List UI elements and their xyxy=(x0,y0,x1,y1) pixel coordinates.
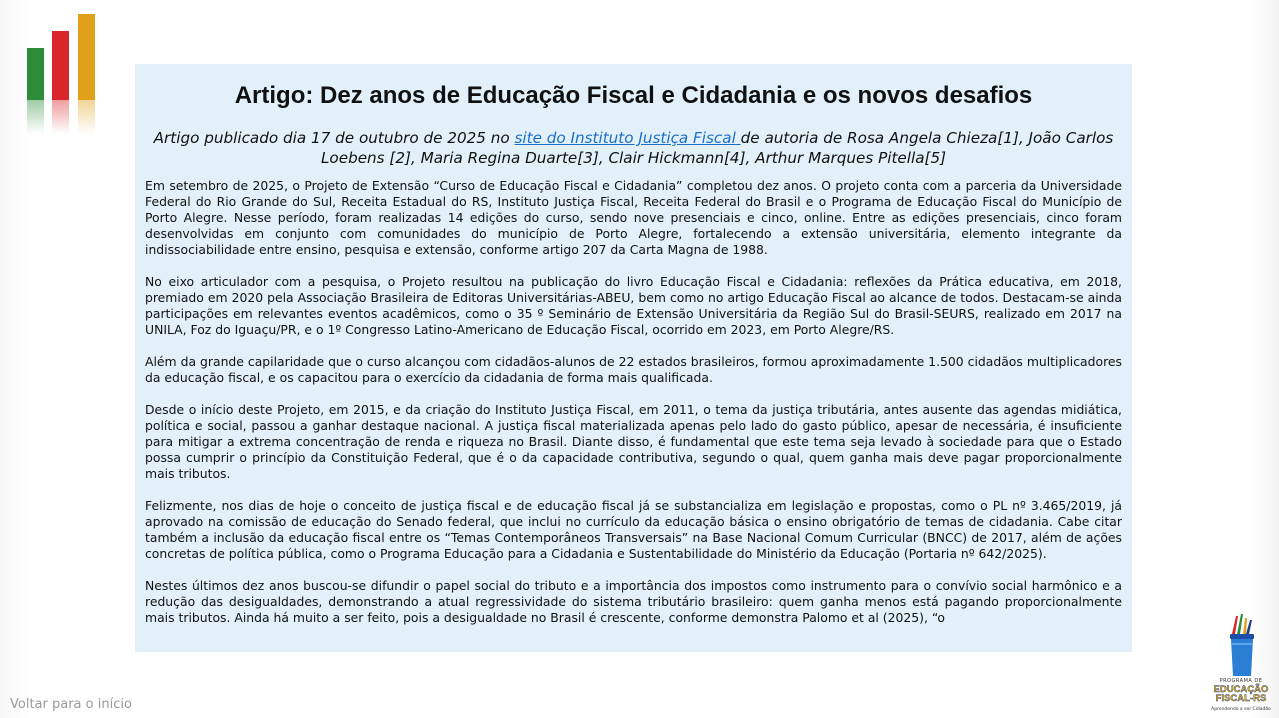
green-bar xyxy=(27,48,44,100)
article-paragraph: Em setembro de 2025, o Projeto de Extensão “Curso de Educação Fiscal e Cidadania” completou dez anos. O projeto conta com a parceria da Universidade Federal do Rio Grande do Sul, Receita Estadual do RS, Instituto Justiça Fiscal, Receita Federal do Brasil e o Programa de Educação Fiscal do Município de Porto Alegre. Nesse período, foram realizadas 14 edições do curso, sendo nove presenciais e cinco, online. Entre as edições presenciais, cinco foram desenvolvidas em conjunto com comunidades do município de Porto Alegre, fortalecendo a extensão universitária, elemento integrante da indissociabilidade entre ensino, pesquisa e extensão, conforme artigo 207 da Carta Magna de 1988. xyxy=(145,178,1122,257)
logo-program-label: PROGRAMA DE xyxy=(1219,678,1263,684)
decorative-bar-chart-logo xyxy=(26,10,98,135)
gold-bar xyxy=(78,14,95,100)
back-to-home-link[interactable]: Voltar para o início xyxy=(10,697,132,712)
byline-intro: Artigo publicado dia 17 de outubro de 2025 no xyxy=(153,129,515,147)
pencil-cup-icon xyxy=(1208,614,1274,678)
article-title: Artigo: Dez anos de Educação Fiscal e Cidadania e os novos desafios xyxy=(234,82,1033,109)
article-paragraph: No eixo articulador com a pesquisa, o Projeto resultou na publicação do livro Educação Fiscal e Cidadania: reflexões da Prática educativa, em 2018, premiado em 2020 pela Associação Brasileira de Editoras Universitárias-ABEU, bem como no artigo Educação Fiscal ao alcance de todos. Destacam-se ainda participações em relevantes eventos acadêmicos, como o 35 º Seminário de Extensão Universitária da Região Sul do Brasil-SEURS, realizado em 2017 na UNILA, Foz do Iguaçu/PR, e o 1º Congresso Latino-Americano de Educação Fiscal, ocorrido em 2023, em Porto Alegre/RS. xyxy=(145,274,1122,337)
logo-wordmark xyxy=(1208,685,1274,703)
logo-wordmark-line2: FISCAL-RS xyxy=(1215,693,1267,704)
red-bar-reflection xyxy=(52,100,69,134)
educacao-fiscal-rs-logo xyxy=(1208,614,1274,716)
gold-bar-reflection xyxy=(78,100,95,134)
logo-wordmark-line1: EDUCAÇÃO xyxy=(1213,684,1269,695)
byline-authors: de autoria de Rosa Angela Chieza[1], João Carlos Loebens [2], Maria Regina Duarte[3], Clair Hickmann[4], Arthur Marques Pitella[5] xyxy=(320,129,1114,167)
article-paragraph: Nestes últimos dez anos buscou-se difundir o papel social do tributo e a importância dos impostos como instrumento para o convívio social harmônico e a redução das desigualdades, demonstrando a atual regressividade do sistema tributário brasileiro: quem ganha menos está pagando proporcionalmente mais tributos. Ainda há muito a ser feito, pois a desigualdade no Brasil é crescente, conforme demonstra Palomo et al (2025), “o xyxy=(145,578,1122,625)
green-bar-reflection xyxy=(27,100,44,134)
article-paragraph: Além da grande capilaridade que o curso alcançou com cidadãos-alunos de 22 estados brasileiros, formou aproximadamente 1.500 cidadãos multiplicadores da educação fiscal, e os capacitou para o exercício da cidadania de forma mais qualificada. xyxy=(145,354,1122,385)
article-paragraph: Desde o início deste Projeto, em 2015, e da criação do Instituto Justiça Fiscal, em 2011, o tema da justiça tributária, antes ausente das agendas midiática, política e social, passou a ganhar destaque nacional. A justiça fiscal materializada apenas pelo lado do gasto público, apesar de necessária, é insuficiente para mitigar a extrema concentração de renda e riqueza no Brasil. Diante disso, é fundamental que este tema seja levado à sociedade para que o Estado possa cumprir o princípio da Constituição Federal, que é o da capacidade contributiva, segundo o qual, quem ganha mais deve pagar proporcionalmente mais tributos. xyxy=(145,402,1122,481)
article-panel xyxy=(135,64,1132,652)
article-paragraph: Felizmente, nos dias de hoje o conceito de justiça fiscal e de educação fiscal já se substancializa em legislação e propostas, como o PL nº 3.465/2019, já aprovado na comissão de educação do Senado federal, que inclui no currículo da educação básica o ensino obrigatório de temas de cidadania. Cabe citar também a inclusão da educação fiscal entre os “Temas Contemporâneos Transversais” na Base Nacional Comum Curricular (BNCC) de 2017, além de ações concretas de política pública, como o Programa Educação para a Cidadania e Sustentabilidade do Ministério da Educação (Portaria nº 642/2025). xyxy=(145,498,1122,561)
red-bar xyxy=(52,31,69,100)
instituto-justica-fiscal-link[interactable]: site do Instituto Justiça Fiscal xyxy=(514,129,741,147)
logo-tagline: Aprendendo a ser Cidadão xyxy=(1211,707,1271,712)
article-byline xyxy=(153,128,1114,168)
